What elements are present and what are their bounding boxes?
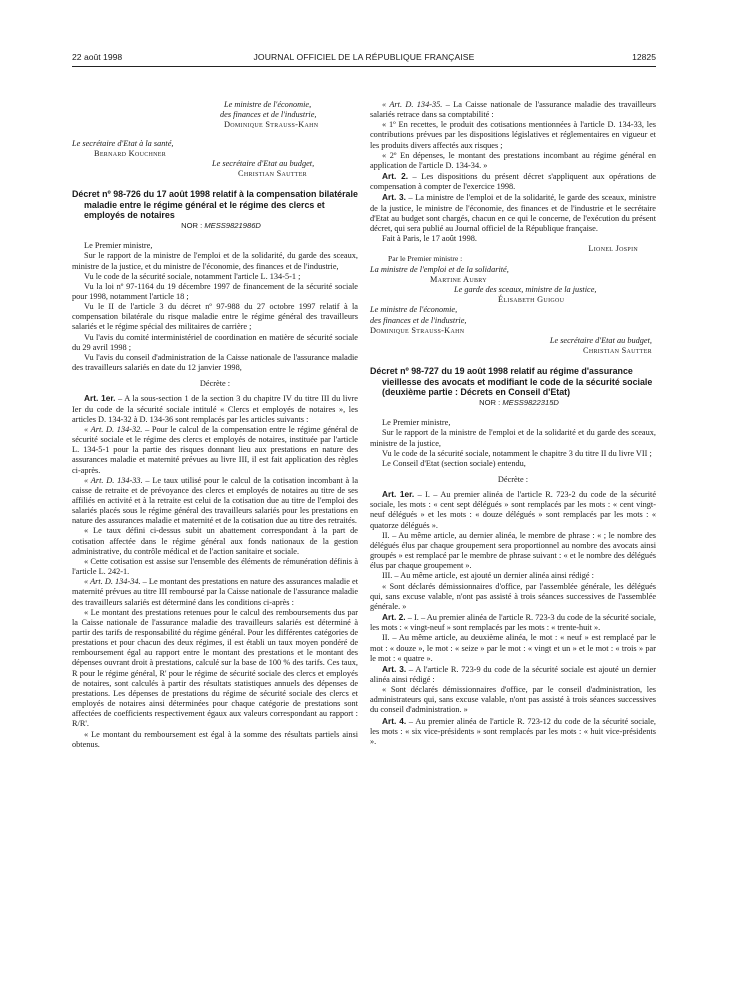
paragraph: « 2º En dépenses, le montant des prestations incombant au régime général en application de l'article D. 134-34. » <box>370 150 656 170</box>
article-4 <box>370 716 656 747</box>
article-2 <box>370 171 656 192</box>
paragraph: II. – Au même article, au dernier alinéa, le membre de phrase : « ; le nombre des délégués élus par chaque groupement sera proportionnel au nombre des avocats ainsi groupés » est remplacé par le membre de phrase suivant : « et le nombre des délégués élus par chaque groupement ». <box>370 530 656 571</box>
sig-name: Dominique Strauss-Kahn <box>370 325 465 335</box>
sig-name: Lionel Jospin <box>588 244 638 254</box>
article-d134-33 <box>72 476 358 527</box>
nor-label: NOR : <box>181 221 203 231</box>
article-ref: « Art. D. 134-33. <box>84 475 143 485</box>
signatures <box>370 244 656 356</box>
article-label: Art. 4. <box>382 715 407 726</box>
sig-role: Le ministre de l'économie, <box>370 305 458 315</box>
journal-title: JOURNAL OFFICIEL DE LA RÉPUBLIQUE FRANÇAISE <box>253 52 475 62</box>
sig-by: Par le Premier ministre : <box>388 254 463 264</box>
decret-title <box>370 366 656 408</box>
paragraph: « Sont déclarés démissionnaires d'office, par l'assemblée générale, les délégués qui, sans excuse valable, n'ont pas assisté à trois séances successives de l'assemblée générale. » <box>370 581 656 611</box>
sig-role: Le ministre de l'économie, <box>224 100 312 109</box>
header-date: 22 août 1998 <box>72 52 123 62</box>
nor-label: NOR : <box>479 398 501 408</box>
paragraph: « 1º En recettes, le produit des cotisations mentionnées à l'article D. 134-33, les contributions prévues par les dispositions législatives et réglementaires en vigueur et les produits divers affectés aux risques ; <box>370 120 656 150</box>
article-d134-32 <box>72 425 358 476</box>
nor-line <box>382 398 656 408</box>
sig-role: Le secrétaire d'Etat au budget, <box>212 159 315 169</box>
paragraph: Le Conseil d'Etat (section sociale) entendu, <box>382 458 526 468</box>
article-label: Art. 1er. <box>84 393 116 404</box>
article-text: – I. – Au premier alinéa de l'article R. 723-3 du code de la sécurité sociale, les mots : « vingt-neuf » sont remplacés par les mots : « trente-huit ». <box>370 613 657 633</box>
paragraph: Vu le code de la sécurité sociale, notamment le chapitre 3 du titre II du livre VII ; <box>382 448 652 458</box>
sig-role: Le garde des sceaux, ministre de la justice, <box>454 285 597 294</box>
sig-role: des finances et de l'industrie, <box>220 110 317 120</box>
article-ref: « Art. D. 134-32. <box>84 424 143 434</box>
paragraph: III. – Au même article, est ajouté un dernier alinéa ainsi rédigé : <box>382 571 594 581</box>
sig-name: Martine Aubry <box>430 274 487 284</box>
article-1 <box>370 489 656 531</box>
header-rule <box>72 66 656 67</box>
article-text: – A l'article R. 723-9 du code de la sécurité sociale est ajouté un dernier alinéa ainsi rédigé : <box>370 664 656 684</box>
fait-a-paris: Fait à Paris, le 17 août 1998. <box>382 234 477 244</box>
paragraph: Sur le rapport de la ministre de l'emploi et de la solidarité et du garde des sceaux, ministre de la justice, <box>370 428 656 448</box>
article-text: – A la sous-section 1 de la section 3 du chapitre IV du titre III du livre Ier du code de la sécurité sociale intitulé « Clercs et employés de notaires », les articles D. 134-32 à D. 134-36 sont remplacés par les articles suivants : <box>72 394 358 424</box>
page-header <box>72 52 656 66</box>
sig-role: des finances et de l'industrie, <box>370 315 467 325</box>
sig-name: Christian Sautter <box>238 169 307 179</box>
sig-name: Dominique Strauss-Kahn <box>224 120 319 130</box>
paragraph: Le Premier ministre, <box>382 418 451 428</box>
paragraph: Le Premier ministre, <box>84 241 153 251</box>
sig-role: La ministre de l'emploi et de la solidarité, <box>370 264 509 274</box>
paragraph: « Le taux défini ci-dessus subit un abattement correspondant à la part de cotisation affectée dans le régime général aux fonds nationaux de la gestion administrative, du contrôle médical et de l'action sanitaire et sociale. <box>72 526 358 556</box>
decrete: Décrète : <box>199 379 231 389</box>
sig-name: Bernard Kouchner <box>94 148 167 158</box>
decret-title <box>72 189 358 231</box>
paragraph: Vu l'avis du conseil d'administration de la Caisse nationale de l'assurance maladie des travailleurs salariés en date du 12 janvier 1998, <box>72 352 358 373</box>
article-2 <box>370 612 656 633</box>
paragraph: Sur le rapport de la ministre de l'emploi et de la solidarité, du garde des sceaux, ministre de la justice, et du ministre de l'économie, des finances et de l'industrie, <box>72 251 358 271</box>
article-label: Art. 3. <box>382 663 407 674</box>
right-column <box>370 100 656 747</box>
sig-role: Le secrétaire d'Etat au budget, <box>549 336 652 346</box>
article-text: – Au premier alinéa de l'article R. 723-12 du code de la sécurité sociale, les mots : « six vice-présidents » sont remplacés par les mots : « huit vice-présidents ». <box>370 716 656 746</box>
article-text: – I. – Au premier alinéa de l'article R. 723-2 du code de la sécurité sociale, les mots : « cent sept délégués » sont remplacés par les mots : « cent vingt-neuf délégués » et les mots : « douze délégués » sont remplacés par les mots : « quatorze délégués ». <box>370 490 657 530</box>
paragraph: Vu l'avis du comité interministériel de coordination en matière de sécurité sociale du 29 avril 1998 ; <box>72 332 358 352</box>
article-3 <box>370 664 656 685</box>
signatures-top <box>72 100 358 179</box>
article-d134-34 <box>72 577 358 607</box>
article-label: Art. 3. <box>382 192 406 203</box>
nor-code: MESS9822315D <box>502 398 559 408</box>
article-ref: « Art. D. 134-34. <box>84 577 141 587</box>
article-label: Art. 2. <box>382 171 408 182</box>
article-text: – La ministre de l'emploi et de la solidarité, le garde des sceaux, ministre de la justice, le ministre de l'économie, des finances et de l'industrie et le secrétaire d'Etat au budget sont chargés, chacun en ce qui le concerne, de l'exécution du présent décret, qui sera publié au Journal officiel de la République française. <box>370 193 657 233</box>
article-label: Art. 2. <box>382 612 406 623</box>
article-3 <box>370 192 656 234</box>
article-text: – La Caisse nationale de l'assurance maladie des travailleurs salariés retrace dans sa comptabilité : <box>370 100 657 120</box>
article-ref: « Art. D. 134-35. <box>382 100 443 109</box>
paragraph: II. – Au même article, au deuxième alinéa, le mot : « neuf » est remplacé par le mot : « douze », le mot : « seize » par le mot : « vingt et un » et le mot : « trois » par le mot : « quatre ». <box>370 633 656 663</box>
article-text: – Le montant des prestations en nature des assurances maladie et maternité prévues au titre III remboursé par la Caisse nationale de l'assurance maladie des travailleurs salariés est déterminé dans les conditions ci-après : <box>72 577 358 607</box>
sig-name: Élisabeth Guigou <box>498 295 565 305</box>
article-text: – Pour le calcul de la compensation entre le régime général de sécurité sociale et le régime des clercs et employés de notaires, instituée par l'article L. 134-5-1 pour la partie des risques donnant lieu aux prestations en nature des assurances maladie et maternité prévues au livre III, il est fait application des règles ci-après. <box>72 424 358 475</box>
decret-title-text: Décret nº 98-727 du 19 août 1998 relatif au régime d'assurance vieillesse des avocats et modifiant le code de la sécurité sociale (deuxième partie : Décrets en Conseil d'Etat) <box>370 366 653 397</box>
article-d134-35 <box>370 100 656 120</box>
page-number: 12825 <box>632 52 656 62</box>
nor-code: MESS9821986D <box>204 221 261 231</box>
paragraph: « Cette cotisation est assise sur l'ensemble des éléments de rémunération définis à l'article L. 242-1. <box>72 556 358 577</box>
paragraph: « Le montant des prestations retenues pour le calcul des remboursements dus par la Caisse nationale de l'assurance maladie des travailleurs salariés est déterminé à partir des tarifs de responsabilité du régime général. Pour les différentes catégories de prestations et pour chacun des deux régimes, il est établi un taux moyen pondéré de remboursement égal au rapport entre le montant des prestations et le montant des dépenses ouvrant droit à prestations, calculé sur la base de 100 % des tarifs. Ces taux, R pour le régime général, R' pour le régime de sécurité sociale des clercs et employés de notaires, sont calculés à partir des résultats statistiques annuels des dépenses de prestations. Les dépenses de prestations du régime de sécurité sociale des clercs et employés de notaires ainsi déterminées pour chaque catégorie de prestations sont affectées de coefficients respectivement égaux aux valeurs correspondant au rapport : R/R'. <box>72 607 358 729</box>
article-text: – Les dispositions du présent décret s'appliquent aux opérations de compensation à compter de l'exercice 1998. <box>370 172 656 192</box>
sig-name: Christian Sautter <box>583 346 652 356</box>
article-label: Art. 1er. <box>382 489 415 500</box>
article-1 <box>72 393 358 424</box>
decret-title-text: Décret nº 98-726 du 17 août 1998 relatif à la compensation bilatérale maladie entre le régime général et le régime des clercs et employés de notaires <box>72 189 358 220</box>
paragraph: Vu la loi nº 97-1164 du 19 décembre 1997 de financement de la sécurité sociale pour 1998, notamment l'article 18 ; <box>72 281 358 302</box>
sig-role: Le secrétaire d'Etat à la santé, <box>72 138 174 148</box>
paragraph: Vu le II de l'article 3 du décret nº 97-988 du 27 octobre 1997 relatif à la compensation bilatérale du risque maladie entre le régime général des travailleurs salariés et le régime spécial des militaires de carrière ; <box>72 302 358 332</box>
nor-line <box>84 221 358 231</box>
paragraph: « Sont déclarés démissionnaires d'office, par le conseil d'administration, les administrateurs qui, sans excuse valable, n'ont pas assisté à trois séances successives du conseil d'administration. » <box>370 685 656 715</box>
paragraph: « Le montant du remboursement est égal à la somme des résultats partiels ainsi obtenus. <box>72 729 358 749</box>
left-column <box>72 100 358 750</box>
decrete: Décrète : <box>497 475 529 485</box>
paragraph: Vu le code de la sécurité sociale, notamment l'article L. 134-5-1 ; <box>84 271 301 281</box>
article-text: – Le taux utilisé pour le calcul de la cotisation incombant à la caisse de retraite et de prévoyance des clercs et employés de notaires au titre de ses affiliés en activité et à la retraite est celui de la cotisation due au titre de l'emploi des salariés placés sous le régime général des travailleurs salariés pour les prestations en nature des assurances maladie et maternité et de la cotisation due au titre des retraités. <box>72 475 358 526</box>
